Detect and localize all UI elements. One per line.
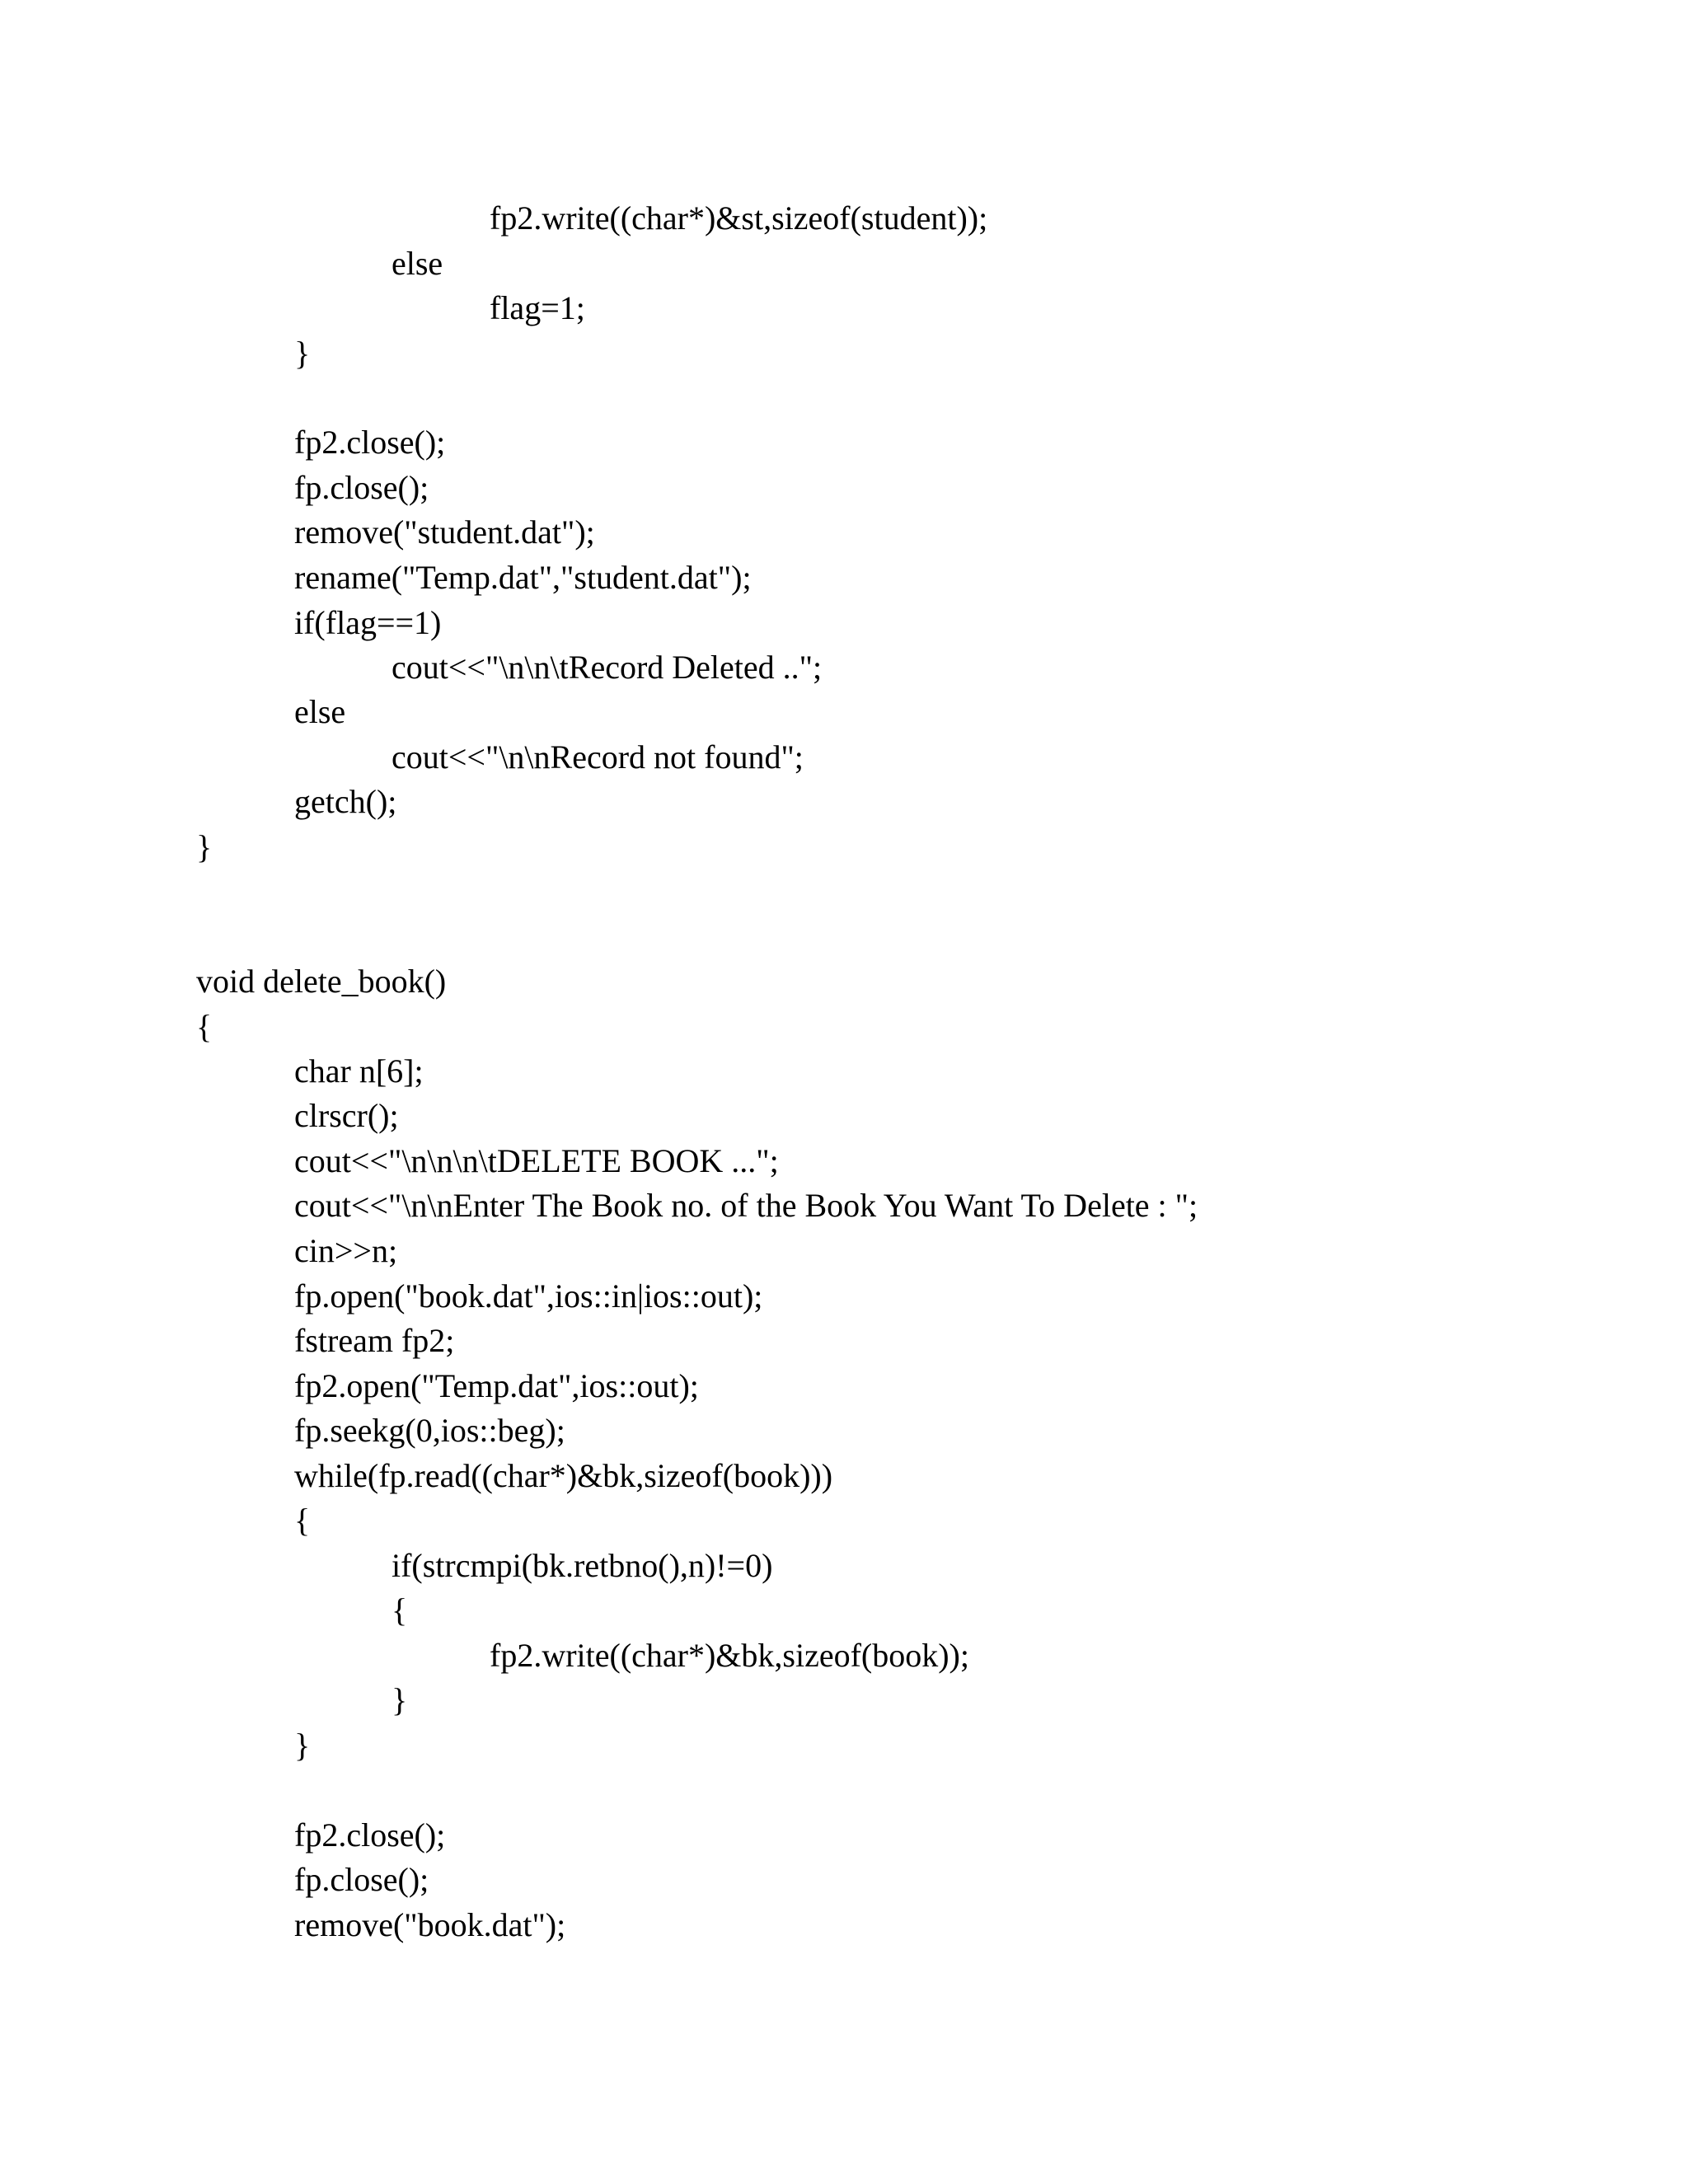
code-line: char n[6]; <box>294 1052 424 1090</box>
code-line: void delete_book() <box>196 963 447 1000</box>
code-line: rename("Temp.dat","student.dat"); <box>294 559 752 596</box>
code-line: } <box>392 1681 408 1718</box>
code-line: cout<<"\n\n\n\tDELETE BOOK ..."; <box>294 1142 779 1179</box>
code-line: fp.seekg(0,ios::beg); <box>294 1412 565 1449</box>
code-line: cout<<"\n\nEnter The Book no. of the Book You Want To Delete : "; <box>294 1187 1198 1224</box>
code-line: { <box>294 1502 311 1539</box>
code-line: } <box>294 1727 311 1764</box>
code-line: cin>>n; <box>294 1232 398 1269</box>
code-line: else <box>392 245 443 282</box>
code-line: { <box>196 1008 213 1045</box>
code-line: cout<<"\n\nRecord not found"; <box>392 738 804 776</box>
code-line: cout<<"\n\n\tRecord Deleted .."; <box>392 649 823 686</box>
code-line: getch(); <box>294 783 397 820</box>
code-line: remove("book.dat"); <box>294 1906 566 1943</box>
code-line: flag=1; <box>490 289 585 326</box>
code-line: if(strcmpi(bk.retbno(),n)!=0) <box>392 1547 773 1584</box>
code-line: fstream fp2; <box>294 1322 455 1359</box>
code-line: fp2.open("Temp.dat",ios::out); <box>294 1367 699 1404</box>
code-line: } <box>294 335 311 372</box>
code-line: remove("student.dat"); <box>294 513 595 551</box>
code-line: } <box>196 828 213 865</box>
code-line: if(flag==1) <box>294 604 442 641</box>
code-line: fp2.write((char*)&bk,sizeof(book)); <box>490 1637 969 1674</box>
code-line: else <box>294 693 346 730</box>
code-line: { <box>392 1591 408 1629</box>
code-line: fp2.close(); <box>294 1816 446 1854</box>
code-line: clrscr(); <box>294 1097 399 1134</box>
code-line: fp2.write((char*)&st,sizeof(student)); <box>490 199 988 237</box>
code-line: fp2.close(); <box>294 424 446 461</box>
code-line: fp.close(); <box>294 469 429 506</box>
code-line: fp.open("book.dat",ios::in|ios::out); <box>294 1277 763 1315</box>
code-line: while(fp.read((char*)&bk,sizeof(book))) <box>294 1457 833 1494</box>
code-line: fp.close(); <box>294 1861 429 1898</box>
